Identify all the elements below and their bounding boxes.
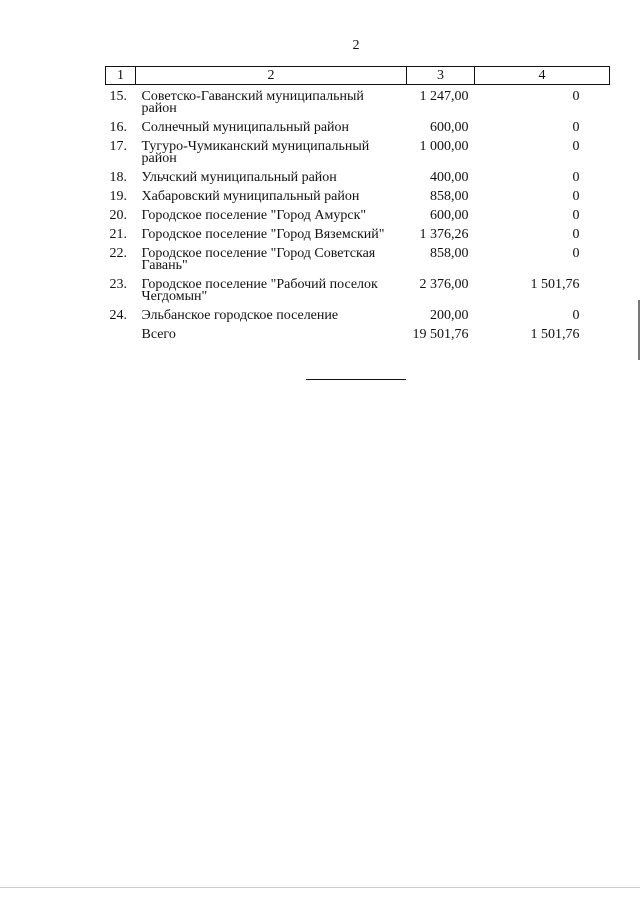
- row-col3: 1 376,26: [419, 227, 469, 242]
- row-col4: 0: [572, 227, 580, 242]
- row-col3: 2 376,00: [419, 277, 469, 292]
- row-name: Солнечный муниципальный район: [141, 120, 350, 135]
- page-number: 2: [352, 38, 360, 53]
- row-col3: 600,00: [430, 208, 469, 223]
- total-row: [106, 325, 610, 344]
- header-col-1: 1: [106, 67, 136, 85]
- row-number: 18.: [109, 170, 127, 185]
- scan-bottom-edge: [0, 887, 640, 888]
- table-row: [106, 275, 610, 306]
- row-number: 24.: [109, 308, 127, 323]
- row-col3: 1 247,00: [419, 89, 469, 104]
- row-col3: 858,00: [430, 246, 469, 261]
- total-col3: 19 501,76: [412, 327, 469, 342]
- total-col4: 1 501,76: [530, 327, 580, 342]
- table-row: [106, 225, 610, 244]
- row-name: Городское поселение "Город Амурск": [141, 208, 367, 223]
- row-number: 19.: [109, 189, 127, 204]
- row-col4: 0: [572, 208, 580, 223]
- table-row: [106, 187, 610, 206]
- table-row: [106, 206, 610, 225]
- row-name: Эльбанское городское поселение: [141, 308, 339, 323]
- row-name: Ульчский муниципальный район: [141, 170, 337, 185]
- row-name: Советско-Гаванский муниципальный район: [141, 89, 364, 116]
- row-col3: 1 000,00: [419, 139, 469, 154]
- table-row: [106, 118, 610, 137]
- row-number: 17.: [109, 139, 127, 154]
- table-row: [106, 168, 610, 187]
- row-number: 15.: [109, 89, 127, 104]
- row-col4: 0: [572, 120, 580, 135]
- table-row: [106, 85, 610, 119]
- row-name: Городское поселение "Город Советская Гавань": [141, 246, 376, 273]
- row-col3: 858,00: [430, 189, 469, 204]
- row-col4: 0: [572, 139, 580, 154]
- row-number: 23.: [109, 277, 127, 292]
- row-col4: 0: [572, 89, 580, 104]
- row-number: 22.: [109, 246, 127, 261]
- row-name: Городское поселение "Рабочий поселок Чегдомын": [141, 277, 378, 304]
- table-row: [106, 306, 610, 325]
- table-header-row: [106, 67, 610, 85]
- row-col4: 0: [572, 246, 580, 261]
- row-number: 16.: [109, 120, 127, 135]
- header-col-3: 3: [407, 67, 475, 85]
- row-name: Городское поселение "Город Вяземский": [141, 227, 385, 242]
- row-col3: 400,00: [430, 170, 469, 185]
- row-col4: 0: [572, 170, 580, 185]
- row-number: 20.: [109, 208, 127, 223]
- table-row: [106, 137, 610, 168]
- header-col-2: 2: [136, 67, 407, 85]
- header-col-4: 4: [475, 67, 610, 85]
- row-col3: 200,00: [430, 308, 469, 323]
- row-name: Тугуро-Чумиканский муниципальный район: [141, 139, 370, 166]
- row-col4: 0: [572, 308, 580, 323]
- row-col3: 600,00: [430, 120, 469, 135]
- allocation-table: [105, 66, 610, 344]
- row-number: 21.: [109, 227, 127, 242]
- end-divider-line: [306, 379, 406, 380]
- total-label: Всего: [141, 327, 176, 342]
- row-name: Хабаровский муниципальный район: [141, 189, 360, 204]
- row-col4: 1 501,76: [530, 277, 580, 292]
- table-row: [106, 244, 610, 275]
- total-empty-cell: [106, 325, 136, 344]
- row-col4: 0: [572, 189, 580, 204]
